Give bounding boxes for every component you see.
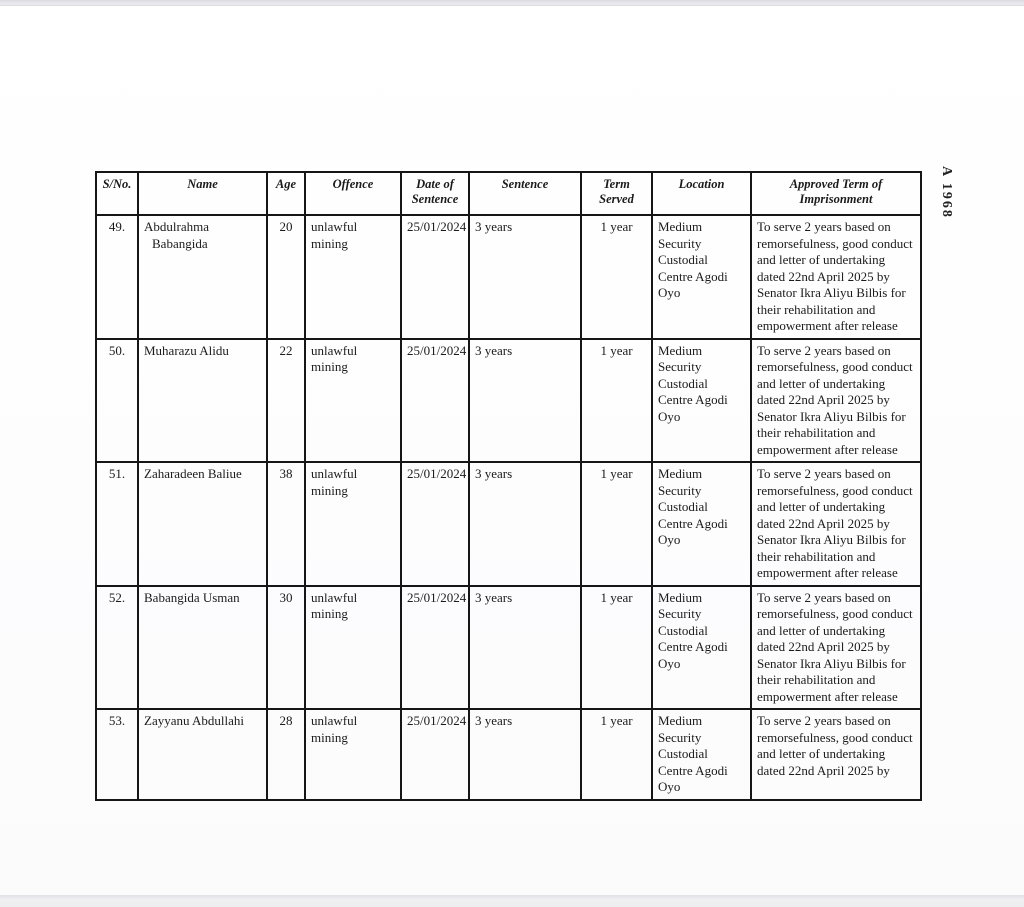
cell-term-served: 1 year bbox=[581, 215, 652, 339]
cell-name: Muharazu Alidu bbox=[138, 339, 267, 463]
cell-approved-term: To serve 2 years based on remorsefulness, good conduct and letter of undertaking dated 22nd April 2025 by Senator Ikra Aliyu Bilbis for their rehabilitation and empowerment after release bbox=[751, 462, 921, 586]
cell-sno: 51. bbox=[96, 462, 138, 586]
cell-date-of-sentence: 25/01/2024 bbox=[401, 215, 469, 339]
cell-sentence: 3 years bbox=[469, 215, 581, 339]
column-header-term-served: Term Served bbox=[581, 172, 652, 215]
cell-date-of-sentence: 25/01/2024 bbox=[401, 709, 469, 800]
cell-location: Medium Security Custodial Centre Agodi Oyo bbox=[652, 462, 751, 586]
cell-location: Medium Security Custodial Centre Agodi Oyo bbox=[652, 709, 751, 800]
cell-date-of-sentence: 25/01/2024 bbox=[401, 586, 469, 710]
sentencing-table bbox=[95, 171, 922, 801]
table-row bbox=[96, 462, 921, 586]
cell-offence: unlawful mining bbox=[305, 462, 401, 586]
column-header-offence: Offence bbox=[305, 172, 401, 215]
cell-term-served: 1 year bbox=[581, 586, 652, 710]
page-margin-number: A 1968 bbox=[939, 166, 954, 219]
column-header-date-of-sentence: Date of Sentence bbox=[401, 172, 469, 215]
cell-approved-term: To serve 2 years based on remorsefulness, good conduct and letter of undertaking dated 22nd April 2025 by Senator Ikra Aliyu Bilbis for their rehabilitation and empowerment after release bbox=[751, 586, 921, 710]
cell-sentence: 3 years bbox=[469, 339, 581, 463]
column-header-sentence: Sentence bbox=[469, 172, 581, 215]
cell-sentence: 3 years bbox=[469, 709, 581, 800]
cell-name: Zaharadeen Baliue bbox=[138, 462, 267, 586]
cell-name: Babangida Usman bbox=[138, 586, 267, 710]
cell-term-served: 1 year bbox=[581, 339, 652, 463]
column-header-location: Location bbox=[652, 172, 751, 215]
cell-offence: unlawful mining bbox=[305, 215, 401, 339]
table-row bbox=[96, 586, 921, 710]
gazette-page bbox=[0, 6, 1024, 895]
column-header-sno: S/No. bbox=[96, 172, 138, 215]
cell-sno: 53. bbox=[96, 709, 138, 800]
cell-age: 28 bbox=[267, 709, 305, 800]
cell-name: Abdulrahma Babangida bbox=[138, 215, 267, 339]
cell-term-served: 1 year bbox=[581, 709, 652, 800]
cell-term-served: 1 year bbox=[581, 462, 652, 586]
cell-approved-term: To serve 2 years based on remorsefulness, good conduct and letter of undertaking dated 22nd April 2025 by Senator Ikra Aliyu Bilbis for their rehabilitation and empowerment after release bbox=[751, 339, 921, 463]
photo-edge-bottom bbox=[0, 895, 1024, 907]
column-header-name: Name bbox=[138, 172, 267, 215]
column-header-age: Age bbox=[267, 172, 305, 215]
cell-sno: 49. bbox=[96, 215, 138, 339]
cell-age: 20 bbox=[267, 215, 305, 339]
cell-age: 22 bbox=[267, 339, 305, 463]
cell-name: Zayyanu Abdullahi bbox=[138, 709, 267, 800]
cell-approved-term: To serve 2 years based on remorsefulness, good conduct and letter of undertaking dated 22nd April 2025 by Senator Ikra Aliyu Bilbis for their rehabilitation and empowerment after release bbox=[751, 215, 921, 339]
cell-date-of-sentence: 25/01/2024 bbox=[401, 462, 469, 586]
cell-sentence: 3 years bbox=[469, 586, 581, 710]
table-row bbox=[96, 339, 921, 463]
cell-offence: unlawful mining bbox=[305, 586, 401, 710]
cell-offence: unlawful mining bbox=[305, 339, 401, 463]
cell-age: 30 bbox=[267, 586, 305, 710]
cell-location: Medium Security Custodial Centre Agodi Oyo bbox=[652, 215, 751, 339]
table-row bbox=[96, 215, 921, 339]
cell-location: Medium Security Custodial Centre Agodi Oyo bbox=[652, 339, 751, 463]
cell-sno: 52. bbox=[96, 586, 138, 710]
cell-location: Medium Security Custodial Centre Agodi Oyo bbox=[652, 586, 751, 710]
table-header-row bbox=[96, 172, 921, 215]
cell-sentence: 3 years bbox=[469, 462, 581, 586]
cell-approved-term: To serve 2 years based on remorsefulness, good conduct and letter of undertaking dated 22nd April 2025 by bbox=[751, 709, 921, 800]
column-header-approved-term: Approved Term of Imprisonment bbox=[751, 172, 921, 215]
cell-date-of-sentence: 25/01/2024 bbox=[401, 339, 469, 463]
cell-sno: 50. bbox=[96, 339, 138, 463]
cell-age: 38 bbox=[267, 462, 305, 586]
table-row bbox=[96, 709, 921, 800]
cell-offence: unlawful mining bbox=[305, 709, 401, 800]
